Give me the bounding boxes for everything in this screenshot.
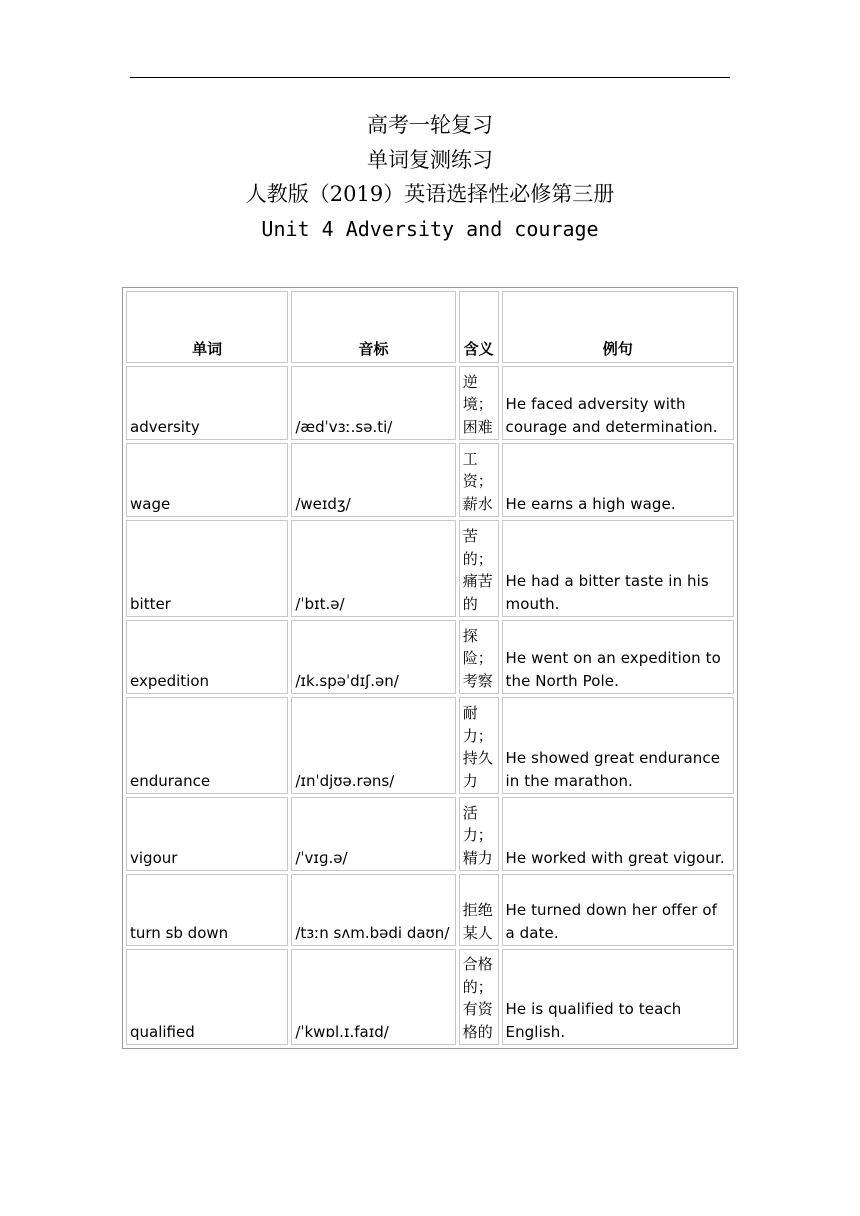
- page-title-exam-review: 高考一轮复习: [367, 113, 493, 137]
- cell-meaning: 探险；考察: [459, 620, 499, 694]
- table-row: [126, 620, 734, 694]
- cell-ipa: /ˈkwɒl.ɪ.faɪd/: [291, 949, 455, 1045]
- cell-example: He had a bitter taste in his mouth.: [502, 520, 735, 617]
- header-meaning: 含义: [459, 291, 499, 363]
- table-header-row: [126, 291, 734, 363]
- cell-word: turn sb down: [126, 874, 288, 946]
- page-title-word-test: 单词复测练习: [367, 147, 493, 172]
- page-title-textbook: 人教版（2019）英语选择性必修第三册: [245, 182, 615, 206]
- cell-example: He earns a high wage.: [502, 443, 735, 517]
- vocabulary-table: [122, 287, 738, 1049]
- cell-ipa: /ˈvɪɡ.ə/: [291, 797, 455, 871]
- cell-example: He is qualified to teach English.: [502, 949, 735, 1045]
- cell-word: endurance: [126, 697, 288, 794]
- cell-meaning: 活力；精力: [459, 797, 499, 871]
- cell-example: He worked with great vigour.: [502, 797, 735, 871]
- cell-example: He went on an expedition to the North Pole.: [502, 620, 735, 694]
- cell-example: He turned down her offer of a date.: [502, 874, 735, 946]
- cell-word: expedition: [126, 620, 288, 694]
- table-row: [126, 697, 734, 794]
- header-example: 例句: [502, 291, 735, 363]
- table-row: [126, 443, 734, 517]
- cell-example: He faced adversity with courage and determination.: [502, 366, 735, 440]
- cell-word: vigour: [126, 797, 288, 871]
- cell-meaning: 合格的；有资格的: [459, 949, 499, 1045]
- cell-word: wage: [126, 443, 288, 517]
- cell-example: He showed great endurance in the marathon.: [502, 697, 735, 794]
- table-row: [126, 520, 734, 617]
- cell-word: adversity: [126, 366, 288, 440]
- table-row: [126, 797, 734, 871]
- header-word: 单词: [126, 291, 288, 363]
- cell-word: bitter: [126, 520, 288, 617]
- header-ipa: 音标: [291, 291, 455, 363]
- header-rule: [130, 77, 730, 78]
- cell-word: qualified: [126, 949, 288, 1045]
- table-row: [126, 366, 734, 440]
- title-block: [0, 108, 860, 246]
- cell-meaning: 苦的；痛苦的: [459, 520, 499, 617]
- table-row: [126, 874, 734, 946]
- cell-ipa: /ædˈvɜː.sə.ti/: [291, 366, 455, 440]
- cell-meaning: 拒绝某人: [459, 874, 499, 946]
- cell-ipa: /ɪnˈdjʊə.rəns/: [291, 697, 455, 794]
- table-row: [126, 949, 734, 1045]
- cell-ipa: /tɜːn sʌm.bədi daʊn/: [291, 874, 455, 946]
- cell-meaning: 耐力；持久力: [459, 697, 499, 794]
- cell-ipa: /weɪdʒ/: [291, 443, 455, 517]
- cell-meaning: 工资；薪水: [459, 443, 499, 517]
- cell-ipa: /ˈbɪt.ə/: [291, 520, 455, 617]
- cell-ipa: /ɪk.spəˈdɪʃ.ən/: [291, 620, 455, 694]
- page-title-unit: Unit 4 Adversity and courage: [261, 216, 599, 241]
- cell-meaning: 逆境；困难: [459, 366, 499, 440]
